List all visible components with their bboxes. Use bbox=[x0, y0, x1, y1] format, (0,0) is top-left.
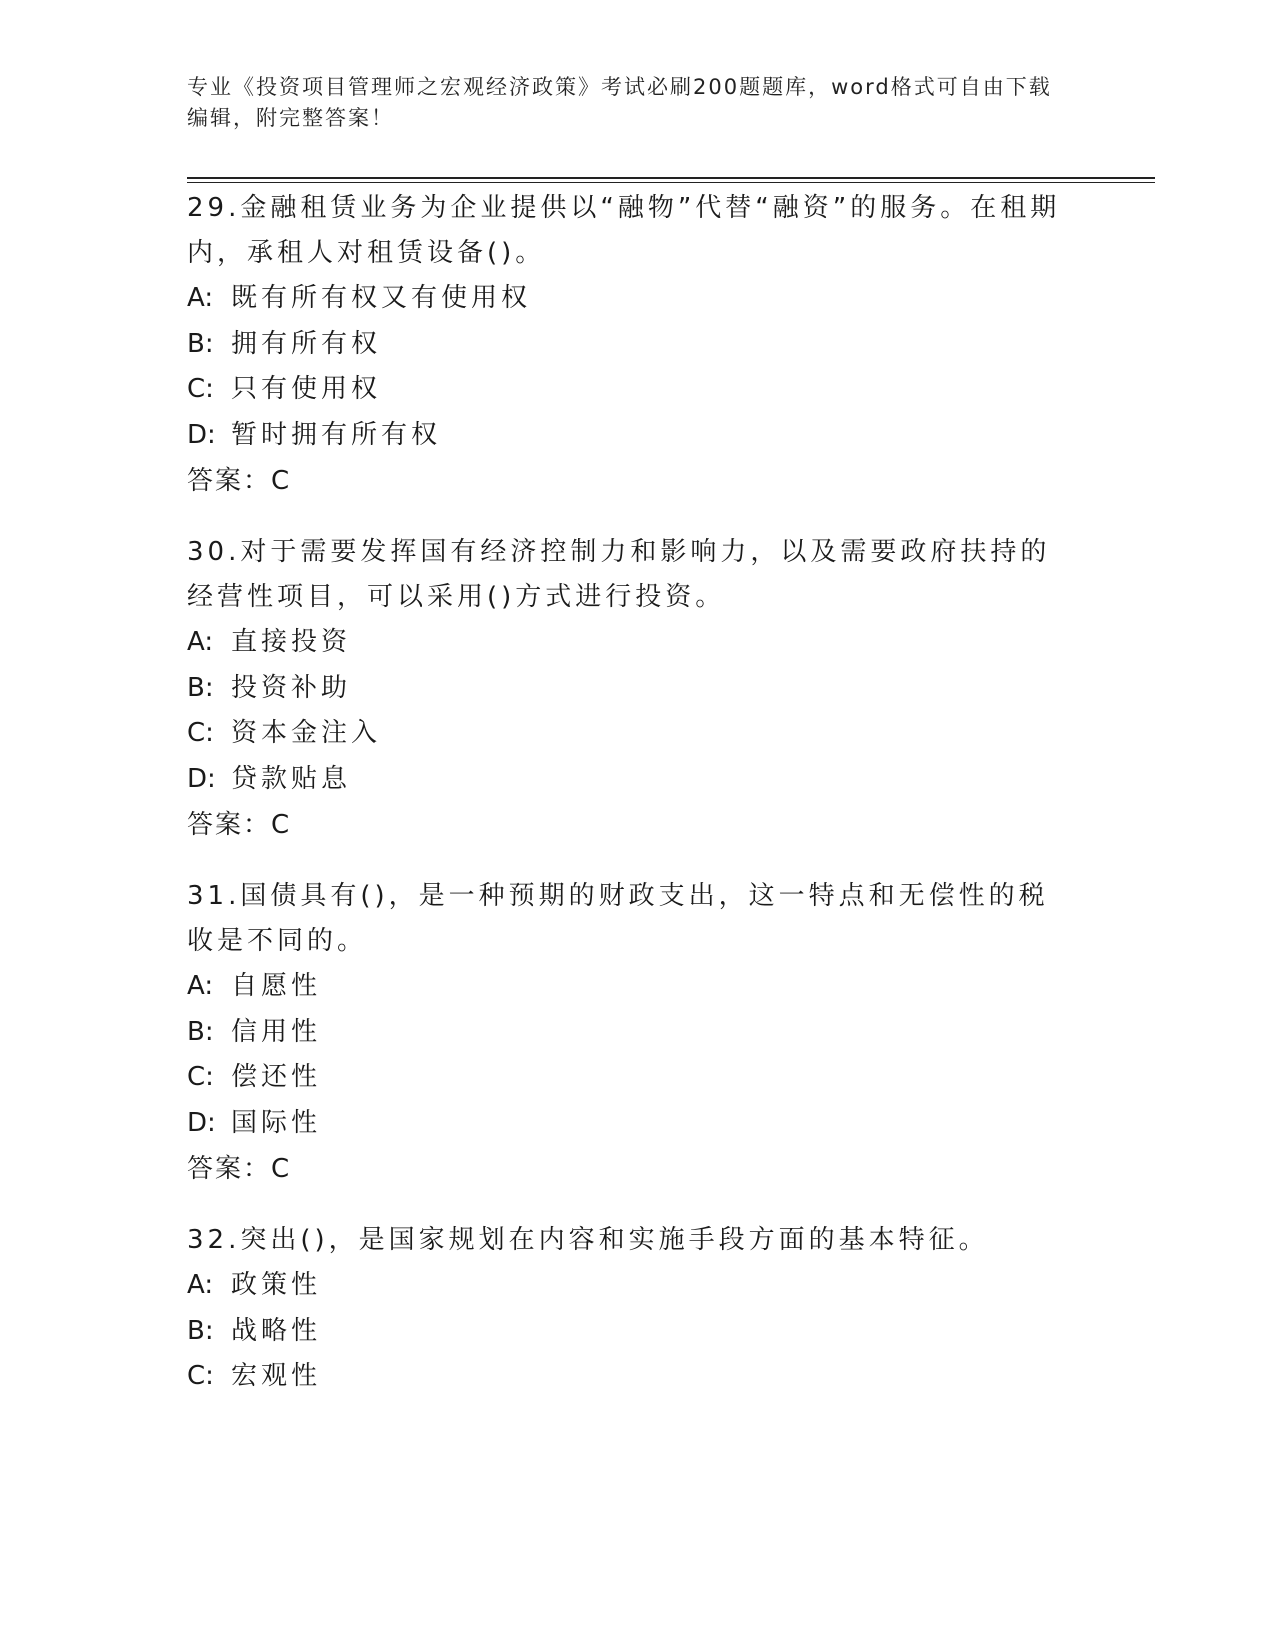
header-rule-thin bbox=[187, 182, 1155, 183]
option-text: 只有使用权 bbox=[231, 374, 382, 404]
option-a bbox=[187, 964, 1087, 1010]
question-32 bbox=[187, 1218, 1087, 1400]
option-letter: C: bbox=[187, 718, 214, 748]
option-letter: B: bbox=[187, 672, 214, 703]
question-30 bbox=[187, 530, 1087, 848]
option-text: 信用性 bbox=[231, 1016, 322, 1047]
option-b bbox=[187, 666, 1087, 712]
option-d bbox=[187, 1101, 1087, 1147]
option-letter: C: bbox=[187, 1361, 214, 1391]
option-text: 直接投资 bbox=[231, 627, 352, 657]
option-text: 国际性 bbox=[231, 1107, 322, 1138]
option-text: 政策性 bbox=[231, 1270, 322, 1300]
option-d bbox=[187, 757, 1087, 803]
option-b bbox=[187, 322, 1087, 368]
question-31 bbox=[187, 874, 1087, 1192]
option-letter: D: bbox=[187, 1107, 216, 1138]
option-letter: A: bbox=[187, 283, 214, 313]
option-text: 偿还性 bbox=[231, 1062, 322, 1092]
question-29 bbox=[187, 186, 1087, 504]
option-letter: C: bbox=[187, 374, 214, 404]
question-stem: 31.国债具有()，是一种预期的财政支出，这一特点和无偿性的税收是不同的。 bbox=[187, 881, 1049, 956]
option-d bbox=[187, 413, 1087, 459]
option-text: 拥有所有权 bbox=[231, 328, 382, 359]
option-letter: B: bbox=[187, 1016, 214, 1047]
question-stem: 32.突出()，是国家规划在内容和实施手段方面的基本特征。 bbox=[187, 1225, 989, 1255]
option-letter: B: bbox=[187, 1315, 214, 1346]
answer-line: 答案：C bbox=[187, 466, 292, 496]
question-stem: 29.金融租赁业务为企业提供以“融物”代替“融资”的服务。在租期内，承租人对租赁设备()。 bbox=[187, 193, 1061, 268]
option-letter: C: bbox=[187, 1062, 214, 1092]
question-stem: 30.对于需要发挥国有经济控制力和影响力，以及需要政府扶持的经营性项目，可以采用()方式进行投资。 bbox=[187, 537, 1051, 612]
option-text: 既有所有权又有使用权 bbox=[231, 283, 532, 313]
option-c bbox=[187, 1055, 1087, 1101]
option-letter: A: bbox=[187, 1270, 214, 1300]
option-letter: D: bbox=[187, 763, 216, 794]
header-rule-thick bbox=[187, 177, 1155, 179]
document-header: 专业《投资项目管理师之宏观经济政策》考试必刷200题题库，word格式可自由下载编辑，附完整答案！ bbox=[187, 75, 1052, 130]
option-text: 自愿性 bbox=[231, 971, 322, 1001]
option-b bbox=[187, 1309, 1087, 1355]
option-letter: A: bbox=[187, 971, 214, 1001]
option-letter: A: bbox=[187, 627, 214, 657]
option-text: 战略性 bbox=[231, 1315, 322, 1346]
option-text: 贷款贴息 bbox=[231, 763, 352, 794]
option-a bbox=[187, 276, 1087, 322]
option-text: 宏观性 bbox=[231, 1361, 322, 1391]
option-text: 资本金注入 bbox=[231, 718, 382, 748]
option-c bbox=[187, 711, 1087, 757]
answer-line: 答案：C bbox=[187, 810, 292, 840]
option-letter: D: bbox=[187, 419, 216, 450]
option-a bbox=[187, 620, 1087, 666]
option-text: 投资补助 bbox=[231, 672, 352, 703]
answer-line: 答案：C bbox=[187, 1154, 292, 1184]
option-letter: B: bbox=[187, 328, 214, 359]
option-c bbox=[187, 367, 1087, 413]
option-a bbox=[187, 1263, 1087, 1309]
question-list bbox=[187, 186, 1087, 1426]
option-b bbox=[187, 1010, 1087, 1056]
option-text: 暂时拥有所有权 bbox=[231, 419, 442, 450]
option-c bbox=[187, 1354, 1087, 1400]
